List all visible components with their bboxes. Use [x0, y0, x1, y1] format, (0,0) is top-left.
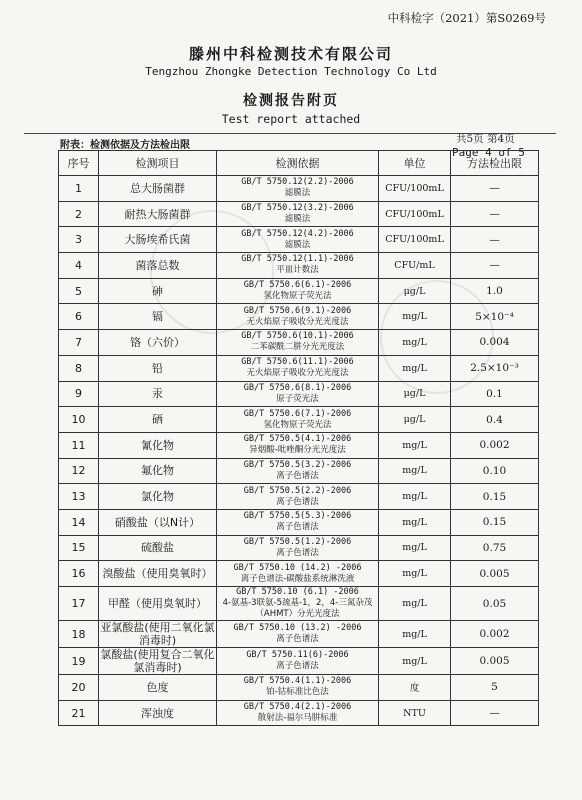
standard-code: GB/T 5750.5(2.2)-2006 [243, 485, 352, 496]
test-basis [217, 675, 379, 701]
test-basis [217, 278, 379, 304]
method-name: 离子色谱法 [276, 634, 319, 644]
row-number: 1 [59, 176, 99, 202]
unit: mg/L [379, 561, 451, 587]
table-row [59, 700, 539, 726]
detection-limit: 0.15 [451, 509, 539, 535]
detection-limit: 0.005 [451, 561, 539, 587]
unit: 度 [379, 675, 451, 701]
table-row [59, 253, 539, 279]
test-item: 浑浊度 [99, 700, 217, 726]
row-number: 7 [59, 330, 99, 356]
unit: mg/L [379, 304, 451, 330]
table-row [59, 587, 539, 621]
row-number: 19 [59, 648, 99, 675]
unit: mg/L [379, 484, 451, 510]
standard-code: GB/T 5750.12(4.2)-2006 [241, 228, 354, 239]
header-limit: 方法检出限 [451, 151, 539, 176]
row-number: 11 [59, 432, 99, 458]
detection-limit: 0.15 [451, 484, 539, 510]
standard-code: GB/T 5750.5(3.2)-2006 [243, 459, 352, 470]
test-item: 大肠埃希氏菌 [99, 227, 217, 253]
test-item: 亚氯酸盐(使用二氧化氯消毒时) [100, 621, 215, 647]
unit: mg/L [379, 355, 451, 381]
test-item: 色度 [99, 675, 217, 701]
standard-code: GB/T 5750.10 (13.2) -2006 [233, 623, 362, 633]
test-basis [217, 700, 379, 726]
method-name: 铂-钴标准比色法 [266, 687, 329, 698]
test-item: 总大肠菌群 [99, 176, 217, 202]
detection-limit: 5 [451, 675, 539, 701]
row-number: 3 [59, 227, 99, 253]
detection-limit: — [451, 253, 539, 279]
detection-limit: 2.5×10⁻³ [451, 355, 539, 381]
test-item: 硝酸盐（以N计） [99, 509, 217, 535]
table-row [59, 227, 539, 253]
table-row [59, 304, 539, 330]
unit: CFU/100mL [379, 176, 451, 202]
test-basis [217, 381, 379, 407]
table-body [59, 176, 539, 726]
row-number: 8 [59, 355, 99, 381]
table-row [59, 675, 539, 701]
table-row [59, 355, 539, 381]
header-unit: 单位 [379, 151, 451, 176]
table-row [59, 458, 539, 484]
test-item: 甲醛（使用臭氧时） [99, 587, 217, 621]
row-number: 16 [59, 561, 99, 587]
unit: mg/L [379, 509, 451, 535]
method-name: 原子荧光法 [276, 393, 319, 404]
test-item: 溴酸盐（使用臭氧时） [99, 561, 217, 587]
method-name: 无火焰原子吸收分光光度法 [246, 316, 349, 327]
page-count-cn: 共5页 第4页 [456, 133, 515, 145]
detection-limit: 0.75 [451, 535, 539, 561]
unit: CFU/100mL [379, 227, 451, 253]
row-number: 14 [59, 509, 99, 535]
table-row [59, 381, 539, 407]
unit: CFU/mL [379, 253, 451, 279]
report-title-en: Test report attached [221, 112, 361, 126]
method-name: 离子色谱法 [276, 547, 319, 558]
unit: NTU [379, 700, 451, 726]
detection-limit: 0.05 [451, 587, 539, 621]
table-row [59, 561, 539, 587]
detection-limit: 0.002 [451, 621, 539, 648]
table-header-row [59, 151, 539, 176]
test-item: 菌落总数 [99, 253, 217, 279]
unit: μg/L [379, 381, 451, 407]
table-row [59, 509, 539, 535]
unit: mg/L [379, 648, 451, 675]
test-basis [217, 304, 379, 330]
table-row [59, 330, 539, 356]
row-number: 12 [59, 458, 99, 484]
detection-limit: 0.005 [451, 648, 539, 675]
method-name: 散射法-福尔马肼标准 [257, 713, 338, 724]
test-basis [217, 621, 379, 648]
detection-limit: — [451, 176, 539, 202]
detection-limit: 0.4 [451, 407, 539, 433]
test-basis [217, 648, 379, 675]
test-item: 铬（六价） [99, 330, 217, 356]
table-row [59, 648, 539, 675]
standard-code: GB/T 5750.12(2.2)-2006 [241, 177, 354, 188]
row-number: 13 [59, 484, 99, 510]
test-item: 硫酸盐 [99, 535, 217, 561]
row-number: 15 [59, 535, 99, 561]
test-basis [217, 587, 379, 621]
test-item: 铅 [99, 355, 217, 381]
header-basis: 检测依据 [217, 151, 379, 176]
standard-code: GB/T 5750.6(8.1)-2006 [243, 382, 352, 393]
standard-code: GB/T 5750.5(5.3)-2006 [243, 511, 352, 522]
unit: μg/L [379, 407, 451, 433]
method-name: 滤膜法 [284, 239, 311, 250]
row-number: 20 [59, 675, 99, 701]
unit: μg/L [379, 278, 451, 304]
test-basis [217, 201, 379, 227]
unit: mg/L [379, 587, 451, 621]
method-name: 滤膜法 [284, 214, 311, 225]
test-basis [217, 253, 379, 279]
organization-name-cn: 滕州中科检测技术有限公司 [188, 45, 393, 63]
test-item: 砷 [99, 278, 217, 304]
test-item: 耐热大肠菌群 [99, 201, 217, 227]
standard-code: GB/T 5750.6(10.1)-2006 [241, 331, 354, 342]
method-name: 4-氨基-3联氨-5巯基-1，2，4-三氮杂茂（AHMT）分光光度法 [222, 598, 373, 619]
method-name: 无火焰原子吸收分光光度法 [246, 368, 349, 379]
method-name: 平皿计数法 [276, 265, 319, 276]
method-table [58, 150, 539, 726]
detection-limit: 5×10⁻⁴ [451, 304, 539, 330]
method-name: 离子色谱法 [276, 496, 319, 507]
detection-limit: — [451, 700, 539, 726]
unit: mg/L [379, 535, 451, 561]
row-number: 2 [59, 201, 99, 227]
detection-limit: 1.0 [451, 278, 539, 304]
table-row [59, 201, 539, 227]
table-row [59, 535, 539, 561]
test-basis [217, 561, 379, 587]
standard-code: GB/T 5750.4(1.1)-2006 [243, 676, 352, 687]
standard-code: GB/T 5750.5(4.1)-2006 [243, 434, 352, 445]
row-number: 17 [59, 587, 99, 621]
test-item: 硒 [99, 407, 217, 433]
table-row [59, 432, 539, 458]
test-basis [217, 227, 379, 253]
standard-code: GB/T 5750.6(6.1)-2006 [243, 280, 352, 291]
unit: mg/L [379, 458, 451, 484]
standard-code: GB/T 5750.12(1.1)-2006 [241, 254, 354, 265]
method-name: 氢化物原子荧光法 [263, 419, 332, 430]
row-number: 4 [59, 253, 99, 279]
test-basis [217, 407, 379, 433]
report-number: 中科检字（2021）第S0269号 [387, 11, 546, 25]
unit: mg/L [379, 330, 451, 356]
test-item: 氰化物 [99, 432, 217, 458]
row-number: 5 [59, 278, 99, 304]
detection-limit: 0.10 [451, 458, 539, 484]
test-item: 汞 [99, 381, 217, 407]
method-name: 滤膜法 [284, 188, 311, 199]
method-name: 离子色谱法 [276, 522, 319, 533]
page-count-en: Page 4 of 5 [452, 146, 525, 159]
report-title-cn: 检测报告附页 [243, 93, 339, 109]
header-seq: 序号 [59, 151, 99, 176]
test-basis [217, 509, 379, 535]
header-item: 检测项目 [99, 151, 217, 176]
method-name: 氢化物原子荧光法 [263, 291, 332, 302]
method-name: 离子色谱法 [276, 470, 319, 481]
method-name: 二苯碳酰二肼分光光度法 [250, 342, 345, 353]
standard-code: GB/T 5750.12(3.2)-2006 [241, 203, 354, 214]
row-number: 10 [59, 407, 99, 433]
table-row [59, 176, 539, 202]
row-number: 6 [59, 304, 99, 330]
test-basis [217, 458, 379, 484]
test-basis [217, 484, 379, 510]
standard-code: GB/T 5750.10 (14.2) -2006 [233, 562, 362, 573]
standard-code: GB/T 5750.5(1.2)-2006 [243, 536, 352, 547]
standard-code: GB/T 5750.10 (6.1) -2006 [236, 587, 359, 597]
test-item: 氟化物 [99, 458, 217, 484]
standard-code: GB/T 5750.4(2.1)-2006 [243, 702, 352, 713]
method-name: 离子色谱法-碳酸盐系统淋洗液 [240, 573, 355, 584]
detection-limit: 0.002 [451, 432, 539, 458]
table-row [59, 278, 539, 304]
standard-code: GB/T 5750.6(9.1)-2006 [243, 305, 352, 316]
detection-limit: — [451, 201, 539, 227]
table-row [59, 484, 539, 510]
unit: CFU/100mL [379, 201, 451, 227]
row-number: 18 [59, 621, 99, 648]
test-item: 氯酸盐(使用复合二氧化氯消毒时) [100, 648, 215, 674]
unit: mg/L [379, 621, 451, 648]
appendix-label: 附表：检测依据及方法检出限 [60, 140, 190, 151]
test-basis [217, 330, 379, 356]
detection-limit: 0.1 [451, 381, 539, 407]
table-row [59, 621, 539, 648]
test-basis [217, 535, 379, 561]
table-row [59, 407, 539, 433]
test-basis [217, 355, 379, 381]
standard-code: GB/T 5750.11(6)-2006 [246, 650, 349, 660]
row-number: 21 [59, 700, 99, 726]
method-name: 异烟酸-吡唑酮分光光度法 [249, 445, 346, 456]
test-item: 氯化物 [99, 484, 217, 510]
standard-code: GB/T 5750.6(11.1)-2006 [241, 357, 354, 368]
row-number: 9 [59, 381, 99, 407]
detection-limit: — [451, 227, 539, 253]
unit: mg/L [379, 432, 451, 458]
test-basis [217, 432, 379, 458]
test-item: 镉 [99, 304, 217, 330]
test-basis [217, 176, 379, 202]
method-name: 离子色谱法 [276, 661, 319, 671]
detection-limit: 0.004 [451, 330, 539, 356]
standard-code: GB/T 5750.6(7.1)-2006 [243, 408, 352, 419]
organization-name-en: Tengzhou Zhongke Detection Technology Co Ltd [145, 65, 437, 78]
